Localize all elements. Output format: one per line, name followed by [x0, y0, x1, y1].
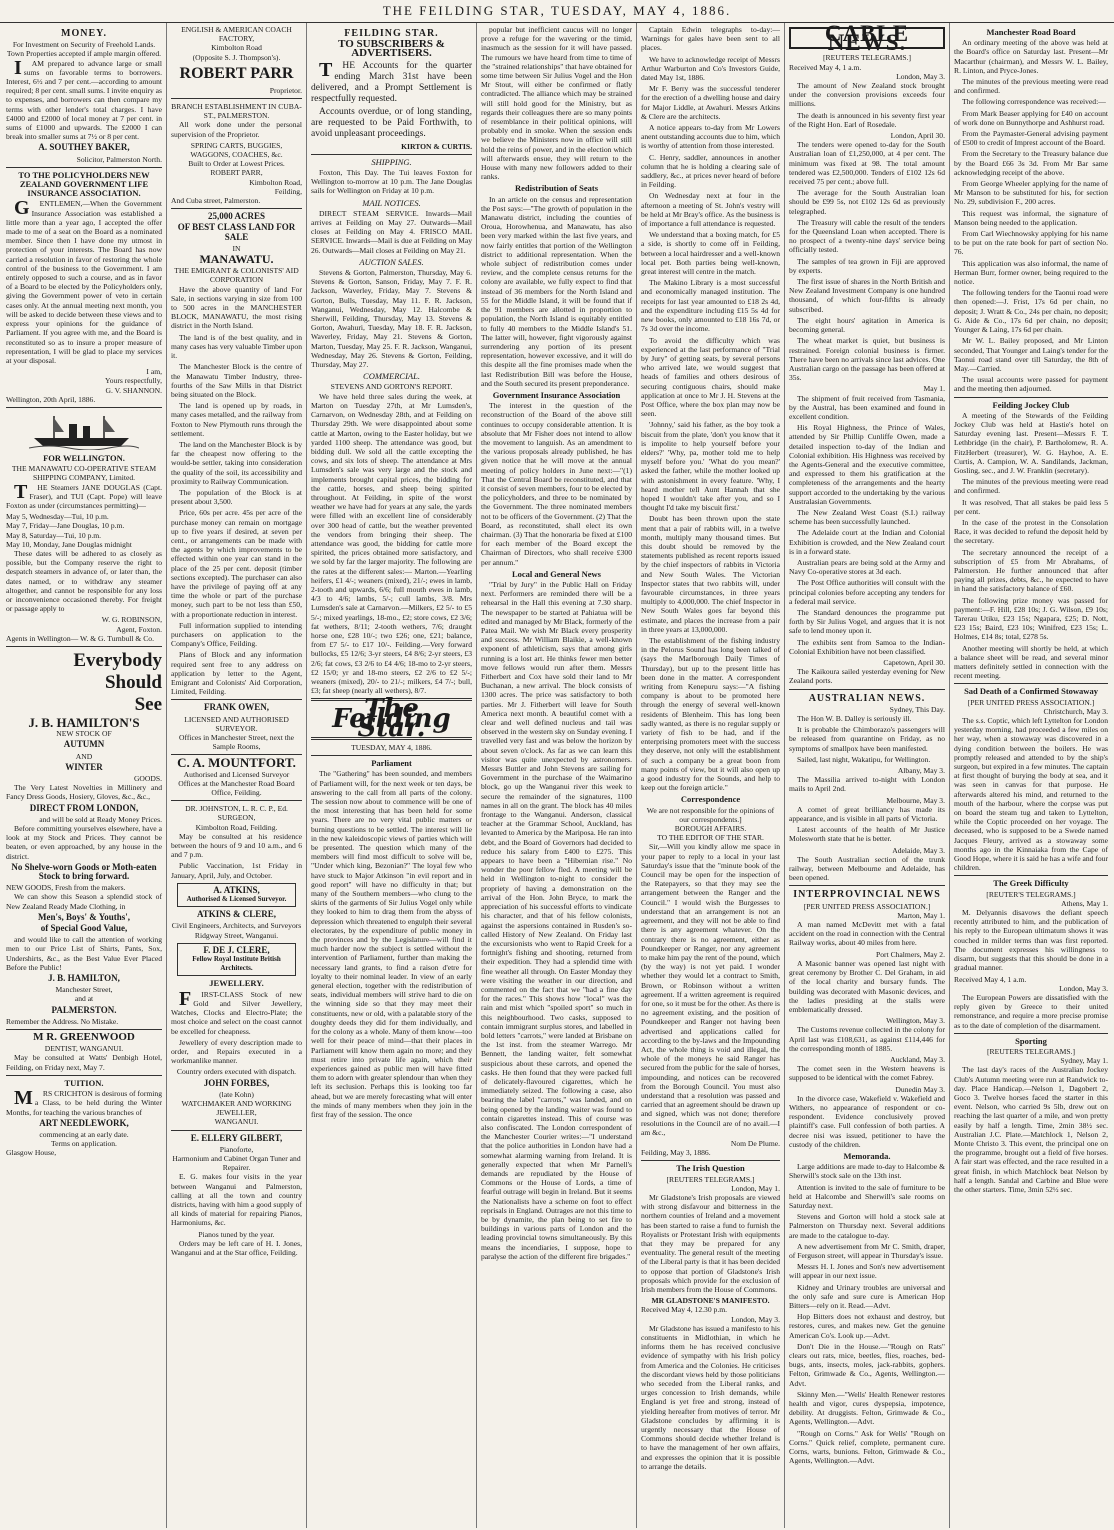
inter-5: In the divorce case, Wakefield v. Wakefield and Withers, no appearance of respondent or co-respondent. Evidence conclusively proved plaintiff's case. Full confession of both parties. A decree nisi was issued, petitioner to have the custody of the children. [789, 1093, 945, 1149]
column-3 [307, 23, 477, 1528]
corr-heading: Correspondence [680, 794, 741, 805]
commencing: commencing at an early date. [39, 1129, 129, 1139]
notice: A notice appears to-day from Mr Lowers anent outstanding accounts due to him, which is worthy of attention from those interested. [641, 123, 780, 151]
letter: Sir,—Will you kindly allow me space in your paper to reply to a local in your last Saturday's issue that the "minute book of the Council may be open for the inspection of the Ratepayers, so that they may see the arrangement between the Ranger and the Council." I would wish the Burgesses to understand that an arrangement is not an agreement, and they will not be able to find there is any agreement whatever. On the contrary there is no agreement, either as Poundkeeper or Ranger, nor any agreement to make him pay the rent of the pound, which (by the way) is not yet paid. I wonder whether they would let a contract to Smith, Brown, or Robinson without a written agreement. If a written agreement is required for one, so it must be for the other. As there is no agreement existing, and the position of Poundkeeper and Ranger not having been advertised and applications called for according to the by-laws and the Impounding Act, the whole thing is void and illegal, the whole of the moneys he said Ranger has secured from the public for the sale of horses, impounding, and notices can be recovered from the Borough Council. You must also understand that a resolution was passed and carried that an agreement should be drawn up and signed, which was not done; therefore resolutions in the Council are of no avail.—I am &c., [641, 842, 780, 1137]
plume-date: Feilding, May 3, 1886. [641, 1148, 711, 1158]
athens: Athens, May 1. [1061, 898, 1108, 908]
cable-15: The Post Office authorities will consult with the principal colonies before accepting any tenders for a federal mail service. [789, 578, 945, 606]
frank-owen: FRANK OWEN, [204, 702, 269, 713]
atkins-box-role: Authorised & Licensed Surveyor. [186, 895, 287, 904]
jewellery: JEWELLERY. [209, 978, 264, 989]
inter-2: A Masonic banner was opened last night with great ceremony by Brother C. Del Graham, in aid of the local charity and bursary funds. The building was decorated with Masonic devices, and the ladies presiding at the stalls were emblematically dressed. [789, 958, 945, 1014]
fjc-6: The following prize money was passed for payment:—F. Hill, £28 10s; J. G. Wilson, £9 10s; Tarerau Utiku, £23 15s; Ngapara, £25; D. Nott, £23 15s; Baird, £23 10s; Winifred, £23 15s; L. Holmes, £14 8s; total, £278 5s. [954, 595, 1108, 642]
sad-heading: Sad Death of a Confirmed Stowaway [964, 686, 1098, 697]
star-heading: FEILDING STAR. [344, 28, 439, 39]
mrb-3: The following correspondence was received:— [962, 97, 1106, 107]
aus-4: The Massilia arrived to-night with London mails to April 2nd. [789, 775, 945, 794]
auckland: Auckland, May 3. [890, 1054, 945, 1064]
sailing-2: May 7, Friday—Jane Douglas, 10 p.m. [6, 521, 125, 531]
land-7: Full information supplied to intending purchasers on application to the Company's Office, Feilding. [171, 620, 302, 649]
mountfort-office: Offices at the Manchester Road Board Office, Feilding. [178, 778, 295, 798]
cuba: And Cuba street, Palmerston. [171, 196, 261, 206]
irish-heading: The Irish Question [676, 1163, 745, 1174]
saddler: C. Henry, saddler, announces in another column that he is holding a clearing sale of saddlery, &c., at prices never heard of before in Feilding. [641, 152, 780, 190]
gilbert: E. ELLERY GILBERT, [190, 1132, 283, 1143]
direct-london: DIRECT FROM LONDON, [29, 802, 139, 813]
cable-3: The tenders were opened to-day for the South Australian loan of £1,250,000, at 4 per cent. The minimum was fixed at 98. The total amount tendered was £2,500,000. Tenders of £102 12s 6d received 75 per cent.; above full. [789, 140, 945, 187]
subscribers: TO SUBSCRIBERS & ADVERTISERS. [338, 38, 445, 60]
wanganui: WANGANUI. [214, 1117, 259, 1127]
greenwood: M R. GREENWOOD [33, 1031, 135, 1044]
cable-8: The eight hours' agitation in America is becoming general. [789, 315, 945, 335]
policy-heading: TO THE POLICYHOLDERS NEW ZEALAND GOVERNMENT LIFE INSURANCE ASSOCIATION. [18, 169, 150, 199]
jbh-sign: J. B. HAMILTON, [48, 973, 120, 984]
mens-boys: Men's, Boys' & Youths', [38, 911, 130, 922]
cable-16: The Standard denounces the programme put forth by Sir Julius Vogel, and argues that it is not safe to lend money upon it. [789, 607, 945, 636]
land-4: The land on the Manchester Block is by far the cheapest now offering to the would-be settler, taking into consideration the quality of the soil, its accessibility and proximity to Railway Communication. [171, 439, 302, 486]
memo-3: Stevens and Gorton will hold a stock sale at Palmerston on Thursday next. Several additions are made to the catalogue to-day. [789, 1212, 945, 1240]
memo-7: Hop Bitters does not exhaust and destroy, but restores, cures, and makes new. Get the genuine American Co's. Look up.—Advt. [789, 1312, 945, 1340]
parliament-body: The "Gathering" has been sounded, and members of Parliament will, for the next week or ten days, be answering to the call from all parts of the colony. The session now about to commence will be one of the most interesting that has been held for some years. There are no very vital public matters or burning questions to be settled. The interest will lie in the new kaleidoscopic views of parties which will be presented. The question which many of the members will find most difficult to solve will be, "Under which king, Bezonian?" The loyal few who have stuck to Major Atkinson "in evil report and in good report" will have no difficulty in that; but many of the Southern members—who clung to the skirts of the garments of Sir Julius Vogel only while they looked to him to drag them from the abyss of depression which threatened to engulph their several electorates, by the expenditure of public money in the provinces and by the Legislature—will find it much harder now the subject is settled without the intervention of Parliament, further than making the necessary land grants, to find a raison d'etre for loyalty to their nominal leader. In view of an early general election, together with the redistribution of seats, individual members will strive hard to die on the winning side so that they may meet their constituents, new or old, with a palatable story of the doughty deeds they did for them individually, and for the colony as a whole. Many of them know—too well for their peace of mind—that their places in Parliament will know them again no more; and they must retire into private life again, which their experiences gained as public men will have fitted them to adorn with greater splendour than when they left its seclusion. Perhaps this is looking too far ahead, but we are merely forecasting what will enter the minds of many members when they join in the first fray of the session. The once [311, 769, 472, 1119]
inter-press: [PER UNITED PRESS ASSOCIATION.] [803, 901, 931, 911]
aus-heading: AUSTRALIAN NEWS. [808, 692, 926, 704]
aus-3: Sailed, last night, Wakatipu, for Wellington. [797, 754, 931, 764]
column-6 [785, 23, 950, 1528]
jew-body: F IRST-CLASS Stock of new Gold and Silver Jewellery, Watches, Clocks and Electro-Plate; the most choice and select on the coast cannot be excelled for cheapness. [171, 987, 302, 1036]
memo-5: Messrs H. I. Jones and Son's new advertisement will appear in our next issue. [789, 1262, 945, 1281]
greek-1: M. Delyannis disavows the defiant speech recently attributed to him, and the publication of his reply to the European ultimatum shows it was couched in milder terms than was first reported. The document expresses his willingness to disarm, but suggests that this should be done in a gradual manner. [954, 908, 1108, 973]
winter: WINTER [65, 761, 103, 772]
southey-sub: Solicitor, Palmerston North. [76, 154, 162, 164]
mrb-8: This request was informal, the signature of Manson being needed to the application. [954, 208, 1108, 227]
kim2: Kimbolton Road, [249, 177, 302, 187]
parliament-cont: popular but inefficient caucus will no longer prove a refuge for the wavering or the timid, inasmuch as the session for it will have passed. The rumours we have heard from time to time of the "strained relationships" that have obtained for some time between Sir Julius Vogel and the Hon Mr Stout, will either be confirmed or flatly contradicted. The alliance which may be strained will still hold good for the Ministry, but as regards their colleagues there are so many points of resemblance in their political opinions, will probably end in smoke. When the session ends we believe the Ministers now in office will still hold the reins of power, and in the election which will afterwards ensue, they will return to the House with many new followers added to their ranks. [481, 25, 632, 182]
pianos-tuned: Pianos tuned by the year. [198, 1229, 275, 1239]
licensed: LICENSED AND AUTHORISED SURVEYOR. [184, 714, 289, 733]
manifesto-received: Received May 4, 12.30 p.m. [641, 1305, 728, 1315]
johnston: DR. JOHNSTON, L. R. C. P., Ed. SURGEON, [185, 804, 288, 823]
dunedin: Dunedin May 3. [895, 1084, 945, 1094]
dentist: DENTIST, WANGANUI. [44, 1044, 124, 1054]
should-title: Should [104, 671, 162, 693]
kimbolton: Kimbolton Road [211, 43, 262, 53]
wellington: Wellington, May 3. [886, 1016, 945, 1026]
policy-body: G ENTLEMEN,—When the Government Insurance Association was established a little more than a year ago, I accepted the offer made to me of a seat on the Board as a nominated member. Since then I have done my utmost in protection of your interests. The Board has now carried a resolution in favor of restoring the whole control of the business to the Government. I am entirely opposed to such a course, and as in favor of a Board to be elected by the Policyholders only, giving the Government power of veto in certain cases only. At the annual meeting next month, you will be asked to decide between these views and to express your opinions for the guidance of Parliament. If you agree with me, and the Board is reconstituted so as to insure a proper measure of representation, I will be glad to place my services at your disposal. [6, 197, 162, 365]
memo-6: Kidney and Urinary troubles are universal and the only safe and sure cure is American Hop Bitters—rely on it. Read.—Advt. [789, 1282, 945, 1310]
masthead: THE FEILDING STAR, TUESDAY, MAY 4, 1886. [0, 0, 1114, 23]
atkins-clere: ATKINS & CLERE, [196, 909, 277, 920]
tuition: TUITION. [64, 1077, 104, 1088]
manawatu-title: MANAWATU. [199, 252, 274, 267]
dates-note: These dates will be adhered to as closely as possible, but the Company reserve the right to despatch steamers in advance of, or later than, the dates named, or to withdraw any steamer altogether, and cannot be responsible for any loss or inconvenience occasioned thereby. For freight or passage apply to [6, 548, 162, 614]
land-2: The Manchester Block is the centre of the Manawatu Timber Industry, three-fourths of the Saw Mills in that District being situated on the Block. [171, 362, 302, 399]
cable-2: The death is announced in his seventy first year of the Right Hon. Earl of Rosedale. [789, 110, 945, 129]
and-at: and at [74, 994, 94, 1004]
albany: Albany, May 3. [897, 766, 945, 776]
ack: We have to acknowledge receipt of Messrs Arthur Warburton and Co's Investors Guide, dated May 1st, 1886. [641, 54, 780, 83]
feilding: Feilding, [274, 186, 302, 196]
cable-reuters: [REUTERS TELEGRAMS.] [822, 53, 912, 63]
palmerston: PALMERSTON. [51, 1004, 117, 1015]
capetown: Capetown, April 30. [883, 658, 945, 667]
glasgow: Glasgow House, [6, 1148, 57, 1158]
agent-3: Agents in Wellington— W. & G. Turnbull & Co. [6, 633, 154, 643]
mrb-6: From the Secretary to the Treasury balance due by the Board £66 3s 3d. From Mr Bar same acknowledging receipt of the above. [954, 149, 1108, 177]
land-8: Plans of Block and any information required sent free to any address on application by letter to the Agent, Emigrant and Colonists' Aid Corporation, Limited, Feilding. [171, 650, 302, 697]
vaccination: Public Vaccination, 1st Friday in January, April, July, and October. [171, 861, 302, 880]
sport-sydney: Sydney, May 1. [1060, 1056, 1108, 1066]
newstock: NEW STOCK OF [56, 729, 112, 739]
manifesto-heading: MR GLADSTONE'S MANIFESTO. [651, 1296, 770, 1306]
atkins-box-name: A. ATKINS, [213, 884, 260, 895]
sport-body: The last day's races of the Australian Jockey Club's Autumn meeting were run at Randwick to-day. Place Handicap.—Nelson 1, Dagobert 2, Goco 3. Twelve horses faced the starter in this event. Nelson, who carried 9s 5lb, drew out on reaching the last quarter of a mile, and won pretty easily by half a length. Time, 2min 38½ sec. Australian J.C. Plate.—Matchlock 1, Nelson 2, Monte Christo 3. This event, the principal one on the programme, brought out a field of five horses. A fair start was effected, and the race resulted in a great finish, in which Matchlock beat Nelson by half a length. Sandal and Carbine and Blue were the other starters. Time, 3min 52½ sec. [954, 1065, 1108, 1194]
cable-10: The shipment of fruit received from Tasmania, by the Austral, has been examined and found in excellent condition. [789, 393, 945, 421]
mail: MAIL NOTICES. [362, 197, 421, 208]
fjc-heading: Feilding Jockey Club [992, 399, 1070, 410]
memo-4: A new advertisement from Mr C. Smith, draper, of Ferguson street, will appear in Thursday's issue. [789, 1241, 945, 1260]
no-shelve: No Shelve-worn Goods or Moth-eaten Stock to bring forward. [11, 861, 157, 882]
money-sub2: Town Properties accepted if ample margin offered. [6, 49, 162, 59]
splendid-stock: We can show this Season a splendid stock of New Zealand Ready Made Clothing, in [6, 892, 162, 911]
jew-3: Country orders executed with dispatch. [176, 1067, 297, 1077]
johnny: 'Johnny,' said his father, as the boy took a biscuit from the plate, 'don't you know that it is impolite to help yourself before your elders?' 'Why, pa, mother told me to help myself before you.' 'What do you mean?' asked the father, while the mother looked up with astonishment in every feature. 'Why, I heard mother tell Aunt Hannah that she hoped I wouldn't take after you, and so I thought I'd take my biscuit first.' [641, 420, 780, 513]
shipping-body: Foxton, This Day. The Tui leaves Foxton for Wellington to-morrow at 10 p.m. The Jane Douglas sails for Wellington on Friday at 10 p.m. [311, 168, 472, 196]
watchmaker: WATCHMAKER AND WORKING JEWELLER, [181, 1098, 292, 1118]
sailing-1: May 5, Wednesday—Tui, 10 p.m. [6, 512, 109, 522]
column-1 [2, 23, 167, 1528]
column-7 [950, 23, 1112, 1528]
inter-heading: INTERPROVINCIAL NEWS [793, 889, 941, 901]
issue-date: TUESDAY, MAY 4, 1886. [351, 743, 432, 752]
mountfort: C. A. MOUNTFORT. [177, 755, 296, 771]
harmonium: Harmonium and Cabinet Organ Tuner and Repairer. [172, 1153, 301, 1173]
cable-may1: May 1. [923, 384, 945, 394]
memo-heading: Memoranda. [843, 1150, 891, 1161]
southey-name: A. SOUTHEY BAKER, [38, 142, 130, 153]
sailing-3: May 8, Saturday—Tui, 10 p.m. [6, 530, 102, 540]
memo-1: Large additions are made to-day to Halcombe & Sherwill's stock sale on the 13th inst. [789, 1162, 945, 1181]
emigrant-body: Have the above quantity of land For Sale, in sections varying in size from 100 to 500 acres in the MANCHESTER BLOCK, MANAWATU, the most rising district in the North Island. [171, 284, 302, 331]
irish-reuters: [REUTERS TELEGRAMS.] [666, 1174, 755, 1184]
and-word: AND [75, 751, 93, 761]
money-sub: For Investment on Security of Freehold Lands. [12, 40, 156, 50]
proprietor: Proprietor. [269, 85, 302, 95]
memo-10: "Rough on Corns." Ask for Wells' "Rough on Corns." Quick relief, complete, permanent cure. Corns, warts, bunions. Felton, Grimwade & Co., Agents, Wellington.—Advt. [789, 1428, 945, 1466]
report-heading: STEVENS AND GORTON'S REPORT. [330, 382, 453, 392]
agent-2: Agent, Foxton. [116, 624, 162, 634]
nom-de-plume: Nom De Plume. [730, 1138, 780, 1148]
greek-reuters: [REUTER'S TELEGRAMS.] [986, 889, 1076, 899]
forbes: JOHN FORBES, [203, 1077, 270, 1088]
edwin: Captain Edwin telegraphs to-day:—Warnings for gales have been sent to all places. [641, 25, 780, 53]
sold-at: and will be sold at Ready Money Prices. [39, 814, 162, 824]
overdue: Accounts overdue, or of long standing, are requested to be Paid Forthwith, to avoid unpleasant proceedings. [311, 106, 472, 139]
orders: Orders may be left care of H. I. Jones, Wanganui and at the Star office, Feilding. [171, 1238, 302, 1257]
inducement: and would like to call the attention of working men to our Price List of Shirts, Pants, Sox, Undershirts, &c., as the Best Value Ever Placed Before the Public! [6, 935, 162, 972]
memo-2: Attention is invited to the sale of furniture to be held at Halcombe and Sherwill's sale rooms on Saturday next. [789, 1182, 945, 1210]
autumn: AUTUMN [63, 739, 105, 750]
column-4 [477, 23, 637, 1528]
novelties: The Very Latest Novelties in Millinery and Fancy Dress Goods, Hosiery, Gloves, &c., &c., [6, 783, 162, 802]
gia-body: The interest in the question of the reconstruction of the Board of the above still continues to occupy considerable attention. It is absolute that Mr Fisher does not intend to allow the movement to languish. As an amendment to the various proposals already published, he has given notice that he will move at the annual meeting of policy holders in June next:—"(1) That the Central Board be reconstituted, and that it consist of seven members, four to be elected by the policyholders, and three to be nominated by the Government. The three nominated members not to be officers of the Government. (2) That the Board, as reconstituted, shall elect its own chairman. (3) That the honoraria be fixed at £100 for each member of the Board except the Chairman of Directors, who shall receive £300 per annum." [481, 401, 632, 567]
report-body: We have held three sales during the week, at Marton on Tuesday 27th, at Mr Lumsden's, Carnarvon, on Wednesday 28th, and at Feilding on Thursday 29th. We were disappointed about some cattle at Marton, owing to the Easter holiday, but we yarded 1100 sheep. The attendance was good, but bidding dull. We sold all the cattle excepting the cows, and six lots of sheep. The attendance at Mrs Lumsden's sale was very large and the stock and implements brought capital prices, the bidding for the cattle, horses, and sheep being spirited throughout. At Feilding, in spite of the worst weather we have had for years at any sale, the yards were filled with an excellent line of considerably over 300 head of cattle, but the weather prevented the vendors from bringing their sheep. The attendance was good, the bidding for cattle more spirited, the prices obtained more satisfactory, and we sold by far the larger majority. The following are the rates at the different sales:— Marton.—Yearling heifers, £1 4/-; weaners (mixed), 21/-; ewes in lamb, 2-tooth and upwards, 6/6; full mouth ewes in lamb, 4/3 to 4/6; lambs, 5/-; cull lambs, 3/8. Mrs Lumsden's sale at Carnarvon.—Milkers, £2 5/- to £5 5/-; mixed yearlings, 18-mo., £2; store cows, £2 3/6; fat wethers, 8/11; 2-tooth wethers, 7/6; draught horse one, £28 10/-; two £26; one, £21; balance, from £7 5/- to £17 10/-. Feilding.—Very forward bullocks, £5 12/6; 3-yr steers, £4 8/6; 2-yr steers, £3 2/6; fat cows, £3 2/6 to £4 4/6; 18-mo to 2-yr steers, £2 15/0; yr and 18-mo steers, £2 2/6 to £2 5/-; weaners (mixed), 20/- to 21/-; milkers, £4 7/-; bull, £3; fat sheep (nearly all wethers), 8/7. [311, 391, 472, 696]
johnston-body: May be consulted at his residence between the hours of 9 and 10 a.m., and 6 and 7 p.m. [171, 831, 302, 860]
clere-box-name: F. DE J. CLERE, [203, 944, 270, 955]
aus-6: Latest accounts of the health of Mr Justice Molesworth state that he is better. [789, 825, 945, 844]
commercial: COMMERCIAL. [363, 371, 420, 382]
springs: SPRING CARTS, BUGGIES, WAGGONS, COACHES, &c. [190, 140, 283, 160]
cable-17: The exhibits sent from Samoa to the Indian-Colonial Exhibition have not been classified. [789, 637, 945, 656]
goods: GOODS. [133, 774, 162, 783]
adelaide: Adelaide, May 3. [892, 845, 945, 855]
aus-1: The Hon W. B. Dalley is seriously ill. [797, 714, 912, 724]
forbes-late: (late Kohn) [219, 1089, 254, 1099]
cable-london2: London, April 30. [890, 131, 945, 141]
special-value: of Special Good Value, [40, 923, 128, 934]
remember: Remember the Address. No Mistake. [6, 1016, 119, 1026]
kim-road: Kimbolton Road, Feilding. [195, 822, 278, 832]
pianoforte: Pianoforte, [219, 1144, 254, 1154]
subs-body: T HE Accounts for the quarter ending March 31st have been delivered, and a Prompt Settlement is respectfully requested. [311, 58, 472, 104]
sport-reuters: [REUTERS TELEGRAMS.] [986, 1046, 1076, 1056]
terms: Terms on application. [51, 1139, 117, 1149]
policy-sign1: I am, [146, 367, 162, 377]
art-needlework: ART NEEDLEWORK, [39, 1117, 129, 1128]
fjc-4: In the case of the protest in the Consolation Race, it was decided to refund the deposit held by the secretary. [954, 517, 1108, 546]
see-title: See [134, 693, 162, 715]
policy-sign2: Yours respectfully, [105, 376, 162, 386]
mrb-1: An ordinary meeting of the above was held at the Board's office on Saturday last. Present—Mr Macarthur (chairman), and Messrs W. L. Bailey, R. Linton, and Pryce-Jones. [954, 38, 1108, 75]
money-body: I AM prepared to advance large or small sums on favorable terms to borrowers. Interest, 6½ and 7 per cent.—according to amount required; 8 per cent. small sums. I invite enquiry as to expenses, and borrowers can then compare my terms with other lender's total charges. I have £4000 and £2000 of local money at 7 per cent. in sums of £1000 and upwards. The £2000 I can break into smaller sums at 7½ or 8 per cent. [6, 56, 162, 142]
kirton: KIRTON & CURTIS. [401, 141, 472, 151]
rabbits: Doubt has been thrown upon the state ment that a pair of rabbits will, in a twelve month, multiply many thousand times. But this doubt should be removed by the statements published as recent reports issued by the chief inspectors of rabbits in Victoria and New South Wales. The Victorian Inspector states that two rabbits will, under favourable circumstances, in three years multiply to 4,000,000. The chief Inspector in New South Wales goes far beyond this estimate, and places the increase from a pair in three years at 13,000,000. [641, 514, 780, 634]
steamship-icon [29, 412, 139, 450]
cable-13: The Adelaide court at the Indian and Colonial Exhibition is crowded, and the New Zealand court is in a forward state. [789, 528, 945, 556]
auction: AUCTION SALES. [359, 256, 424, 267]
mrb-11: The following tenders for the Taonui road were then opened:—J. Frist, 17s 6d per chain, no deposit; J. Wratt & Co., 24s per chain, no deposit; G. Aide & Co., 17s 6d per chain, no deposit; Younger & Laing, 17s 6d per chain. [954, 288, 1108, 335]
manchester-street: Manchester Street, [55, 985, 113, 995]
cable-9: The wheat market is quiet, but business is restrained. Foreign colonial business is firmer. There have been no arrivals since last advices. One Australian cargo on the passage has been offered at 35s. [789, 336, 945, 383]
borough: BOROUGH AFFAIRS. [674, 824, 747, 834]
policy-date: Wellington, 20th April, 1886. [6, 394, 96, 404]
inter-3: The Customs revenue collected in the colony for April last was £108,631, as against £114,446 for the corresponding month of 1885. [789, 1025, 945, 1053]
sad-body: The s.s. Coptic, which left Lyttelton for London yesterday morning, had proceeded a few miles on her way, when a stowaway was discovered in a dying condition between the boilers. He was promptly released and attended to by the ship's surgeon, but expired in a few minutes. The captain at first thought of burying the body at sea, and it was seen in canvas for that purpose. He afterwards altered his mind, and returned to the mouth of the harbour, where the corpse was put on board the steam tug and taken to Lyttelton, while the Coptic proceeded on her voyage. The deceased, who is supposed to be a Swede named Jacques Fleury, arrived as a stowaway some months ago in the Kinnaiaka from the Cape of Good Hope, where it is said he has a wife and four children. [954, 716, 1108, 873]
sailing-4: May 10, Monday, Jane Douglas midnight [6, 539, 132, 549]
trial-seats: To avoid the difficulty which was experienced at the last performance of "Trial by Jury" of getting seats, by several persons who arrived late, we would suggest that heads of families and others desirous of securing contiguous chairs, should make application at once to Mr J. H. Stevens at the Post Office, where the box plan may now be seen. [641, 335, 780, 419]
agent-1: W. G. ROBINSON, [101, 615, 162, 625]
memo-8: Don't Die in the House.—"Rough on Rats" clears out rats, mice, beetles, flies, roaches, bed-bugs, ants, insects, moles, jack-rabbits, gophers. Felton, Grimwade & Co., Agents, Wellington.—Advt. [789, 1341, 945, 1388]
gia-heading: Government Insurance Association [492, 389, 621, 400]
opposite: (Opposite S. J. Thompson's). [192, 52, 281, 62]
sad-press: [PER UNITED PRESS ASSOCIATION.] [967, 697, 1095, 707]
cable-received: Received May 4, 1 a.m. [789, 62, 862, 72]
chalmers: Port Chalmers, May 2. [876, 949, 945, 959]
cable-11: His Royal Highness, the Prince of Wales, attended by Sir Phillip Cunliffe Owen, made a detailed inspection to-day of the Indian and Colonial exhibition. His Highness was received by the Agents-General and the executive committee, and expressed to them his gratification at the completeness of the arrangements and the hearty support accorded to the undertaking by the various Australasian Governments. [789, 423, 945, 506]
cable-12: The New Zealand West Coast (S.I.) railway scheme has been successfully launched. [789, 507, 945, 527]
hamilton-title: J. B. HAMILTON'S [28, 714, 140, 730]
jew-2: Jewellery of every description made to order, and Repairs executed in a workmanlike manner. [171, 1037, 302, 1066]
cable-14: Australian pears are being sold at the Army and Navy Co-operative stores at 3d each. [789, 557, 945, 577]
local-body: "Trial by Jury" in the Public Hall on Friday next. Performers are reminded there will be a rehearsal in the Hall this evening at 7.30 sharp. The newspaper to be started at Pahiatua will be edited and managed by Mr Black, formerly of the Patea Mail. We wish Mr Black every prosperity and success. Mr William Blaikie, a well-known exponent of athleticism, says that among girls running is a lost art. He thinks fewer men better move fellows would run after them. Messrs Fitherbert and Cox have sold their land to Mr Buchanan, a new arrival. The block consists of 1300 acres. The price was satisfactory to both parties. Mr J. Fitherbert will leave for South America next month. A beautiful comet with a clear and well defined nucleus and tail was observed in the western sky on Sunday evening. I travelled very fast and was below the horizon by about seven o'clock. As far as we can learn this visitor was quite unexpected by astronomers. Messrs Buttler and John Stevens are sailing for Government in the purchase of the Waimarino block, go up the Wanganui river this week to secure the remainder of the signatures, 1100 names in all on the grant. The block has 40 miles frontage to the Wanganui. Anderson, classical teacher at the Grammar School, Auckland, has levanted to America by the Mariposa. He ran into debt, and the Board of Governors had decided to reduce his salary from £400 to £275. This appears to have been a "Hibernian rise." No wonder the poor fellow fled. A meeting will be held in Wellington to-night to consider the propriety of having a demonstration on the arrival of the Hon. John Bryce, to mark the appreciation of his successful efforts to vindicate his character, and that of his fellow colonists, against the aspersions contained in Rusden's so-called History of New Zealand. On Friday last the excursionists who went to Rapid Creek for a fortnight's fishing and shooting, returned from their expedition. They had a splendid time with fine weather all through. On Easter Monday they were visiting the weather in our direction, and commented on the fact that we "had a fine day for the races." This shows how "local" was the rain and mist which "spoiled sport" so much in this neighbourhood. Two casks, supposed to contain immigrant surplus stores, and labelled in bold letters "carrots," were landed at Brisbane on the 1st inst. from the steamer Warrego. Mr Bennett, the landing waiter, felt somewhat suspicious about these carrots, and opened the casks. He then found that they were packed full of delicately-flavoured cigarettes, which he immediately seized. The following a case, also bearing the label "carrots," was landed, and on being opened by the landing waiter was found to contain cigarettes instead. This of course was also confiscated. The London correspondent of the Manchester Courier writes:—"I understand that the police authorities in London have had a somewhat alarming warning from Ireland. It is generally expected that when Mr Parnell's demands are repudiated by the House of Commons or the House of Lords, a time of fearful outrage will begin in Ireland. But it seems the Nationalists have a scheme on foot to effect reprisals in England. Outrages are not this time to be by dynamite, the plan being to set fire to buildings in various parts of London and the leading provincial towns simultaneously. By this means the incendiaries, I suppose, hope to paralyse the action of the different fire brigades." [481, 579, 632, 1261]
new-goods: NEW GOODS, Fresh from the makers. [6, 883, 126, 893]
manawatu-company: THE MANAWATU CO-OPERATIVE STEAM SHIPPING COMPANY, Limited. [11, 464, 157, 483]
memo-9: Skinny Men.—"Wells' Health Renewer restores health and vigor, cures dyspepsia, impotence, debility. At druggists. Felton, Grimwade & Co., Agents, Wellington.—Advt. [789, 1389, 945, 1427]
land-3: The land is opened up by roads, in many cases metalled, and the railway from Foxton to New Plymouth runs through the settlement. [171, 401, 302, 438]
redist-body: In an article on the census and representation the Post says:—"The growth of population in the Manawatu district, including the counties of Oroua, Horowhenua, and Manawatu, has also been very marked within the last five years, and now fairly entitles that portion of the Wellington district to additional representation. When the whole subject of redistribution comes under review, and the complete census returns for the colony are available, we fully expect to find that instead of 36 members for the North Island and 55 for the Middle Island, it will be found that if the 91 members are allotted in proportion to population, the North Island is equitably entitled to fully 40 members to the Middle Island's 51. The latter will, however, fight vigorously against surrendering any portion of its present representation, however excessive, and it will do this despite all the fine promises made when the last Redistribution Bill was before the House, and the South secured its present preponderance. [481, 194, 632, 388]
parliament-heading: Parliament [371, 758, 412, 769]
page-columns [2, 23, 1112, 1528]
fjc-1: A meeting of the Stewards of the Feilding Jockey Club was held at Hastie's hotel on Saturday evening last. Present—Messrs F. T. Lethbridge (in the chair), P. Bartholomew, R. A. FitzHerbert (treasurer), W. G. Hayhoe, A. E. Curtis, A. Campion, W. A. Sandilands, Jackman, Gosling, sec., and J. W. Franklin (secretary). [954, 410, 1108, 475]
aus-2: It is probable the Chimborazo's passengers will be released from quarantine on Friday, as no symptoms of smallpox have been manifested. [789, 725, 945, 753]
offices: Offices in Manchester Street, next the Sample Rooms, [179, 733, 294, 752]
to-editor: TO THE EDITOR OF THE STAR. [657, 833, 764, 843]
irish-london: London, May 1. [731, 1183, 780, 1193]
mrb-13: The usual accounts were passed for payment and the meeting then adjourned. [954, 375, 1108, 394]
everybody-title: Everybody [73, 649, 162, 671]
allwork: All work done under the personal supervision of the Proprietor. [171, 120, 302, 139]
cable-london1: London, May 3. [896, 71, 945, 81]
atkins-clere-role: Civil Engineers, Architects, and Surveyors [171, 921, 302, 931]
fjc-3: It was resolved, That all stakes be paid less 5 per cent. [954, 497, 1108, 516]
fjc-5: The secretary announced the receipt of a subscription of £5 from Mr Abrahams, of Palmerston. He further announced that after paying all prizes, debts, &c., he expected to have in hand the satisfactory balance of £60. [954, 547, 1108, 594]
mrb-12: Mr W. L. Bailey proposed, and Mr Linton seconded, That Younger and Laing's tender for the Taonui road stand over till Saturday, the 8th of May.—Carried. [954, 336, 1108, 373]
best-class: OF BEST CLASS LAND FOR SALE [177, 222, 296, 242]
consult: May be consulted at Watts' Denbigh Hotel, Feilding, on Friday next, May 7. [6, 1053, 162, 1072]
cable-6: The samples of tea grown in Fiji are approved by experts. [789, 256, 945, 275]
atkins-box [177, 883, 296, 907]
mrb-9: From Carl Wiechnowsky applying for his name to be put on the rate book for part of section No. 76. [954, 229, 1108, 257]
redist-heading: Redistribution of Seats [514, 183, 599, 194]
cable-1: The amount of New Zealand stock brought under the conversion provisions exceeds four millions. [789, 81, 945, 109]
acres: 25,000 ACRES [207, 211, 265, 222]
greek-heading: The Greek Difficulty [993, 878, 1069, 889]
christchurch: Christchurch, May 3. [1043, 706, 1108, 716]
in-word: IN [232, 243, 241, 253]
land-1: The land is of the best quality, and in many cases has very valuable Timber upon it. [171, 332, 302, 361]
cable-4: The average for the South Australian loan should be £99 5s, not £102 12s 6d as previously telegraphed. [789, 188, 945, 216]
mrb-10: This application was also informal, the name of Herman Burr, former owner, being required to the notice. [954, 258, 1108, 287]
shipping: SHIPPING. [371, 156, 412, 167]
land-5: The population of the Block is at present about 3,500. [171, 487, 302, 507]
cable-5: The Treasury will cable the result of the tenders for the Queensland Loan when accepted. There is no prospect of a twenty-nine days' service being officially tested. [789, 217, 945, 255]
emigrant: THE EMIGRANT & COLONISTS' AID CORPORATION [174, 266, 299, 285]
auction-body: Stevens & Gorton, Palmerston, Thursday, May 6. Stevens & Gorton, Sanson, Friday, May 7. F. R. Jackson, Waverley, Friday, May 7. Stevens & Gorton, Bulls, Tuesday, May 11. F. R. Jackson, Wanganui, Wednesday, May 12. Halcombe & Sherwill, Feilding, Thursday, May 13. Stevens & Gorton, Awahuri, Tuesday, May 18. F. R. Jackson, Waverley, Friday, May 21. Stevens & Gorton, Marton, Tuesday, May 25. F. R. Jackson, Wanganui, Wednesday, May 26. Stevens & Gorton, Feilding, Thursday, May 27. [311, 268, 472, 370]
coach-factory: ENGLISH & AMERICAN COACH FACTORY, [181, 25, 292, 44]
built: Built to Order at Lowest Prices. [188, 159, 285, 169]
aus-5: A comet of great brilliancy has made its appearance, and is visible in all parts of Victoria. [789, 804, 945, 824]
melbourne: Melbourne, May 3. [886, 795, 945, 805]
parr-title: ROBERT PARR [179, 64, 294, 82]
corr-note: We are not responsible for the opinions of our correspondents.] [646, 805, 775, 824]
manifesto-body: Mr Gladstone has issued a manifesto to his constituents in Midlothian, in which he informs them he has received conclusive evidence of sympathy with his Irish policy from America and the Colonies. He criticises the discordant views held by those politicians who seceded from the Liberal ranks, and urges concession to Irish demands, while England is yet free and strong, instead of yielding hereafter from motives of terror. Mr Gladstone concludes by affirming it is urgently necessary that the House of Commons should decide whether Ireland is to have the management of her own affairs, and expresses the opinion that it is possible to arrange the details. [641, 1323, 780, 1471]
mrb-4: From Mark Beaser applying for £40 on account of work done on Bunnythorpe and Ashhurst road. [954, 108, 1108, 127]
authorised: Authorised and Licensed Surveyor [183, 769, 290, 779]
ridgway: Ridgway Street, Wanganui. [194, 930, 279, 940]
star-title: The Feilding Star. [332, 694, 451, 743]
sydney: Sydney, This Day. [889, 704, 945, 714]
makino: The Makino Library is a most successful and economically managed institution. The receipts for last year amounted to £18 2s 4d, and the expenditure including £15 5s 4d for new books, only amounted to £18 16s 7d, or 7s 3d over the income. [641, 278, 780, 334]
inter-4: The comet seen in the Western heavens is supposed to be identical with the comet Fabrey. [789, 1064, 945, 1083]
marton: Marton, May 1. [897, 910, 945, 920]
branch: BRANCH ESTABLISHMENT IN CUBA-ST., PALMERSTON. [171, 102, 302, 121]
mrb-5: From the Paymaster-General advising payment of £500 to credit of Imprest account of the Board. [954, 129, 1108, 148]
cable-7: The first issue of shares in the North British and New Zealand Investment Company is one hundred thousand, of which four-fifths is already subscribed. [789, 277, 945, 314]
land-6: Price, 60s per acre. 45s per acre of the purchase money can remain on mortgage up to five years if desired, at seven per cent., or arrangements can be made with the agents by which improvements to be effected within one year can stand in the place of the 25 per cent. deposit (timber sections excepted). The purchaser can also have the privilege of paying off at any time the whole or part of the purchase money, such part to be not less than £50, with a proportionate reduction in interest. [171, 508, 302, 619]
boxing: We understand that a boxing match, for £5 a side, is shortly to come off in Feilding, between a local hairdresser and a well-known local pet. Both parties being well-known, great interest will centre in the match. [641, 230, 780, 277]
manifesto-london: London, May 3. [731, 1314, 780, 1324]
berry: Mr F. Berry was the successful tenderer for the erection of a dwelling house and dairy for Major Liddle, at Awahuri. Messrs Atkins & Clere are the architects. [641, 84, 780, 121]
fjc-2: The minutes of the previous meeting were read and confirmed. [954, 477, 1108, 496]
fishing: The establishment of the fishing industry in the Pelorus Sound has long been talked of (says the Marlborough Daily Times of Thursday), but up to the present little has been done in the matter. A correspondent writing from Kenepuru says:—"A fishing company is about to be promoted here through the energy of several well-known residents of Blenheim. This has long been sadly wanted, as there is no regular supply or variety of fish to be had, and if the enterprising promoters meet with the success they deserve, not only will the establishment of such a company be a great boon from many points of view, but it will also open up a good industry for the Sounds, and help to keep out the foreign article." [641, 636, 780, 793]
money-heading: MONEY. [61, 28, 107, 39]
before-text: Before committing yourselves elsewhere, have a look at my Stock and Prices. They cannot be beaten, or even approached, by any house in the district. [6, 824, 162, 861]
greek-london: London, May 3. [1059, 983, 1108, 993]
cable-18: The Kaikoura sailed yesterday evening for New Zealand ports. [789, 667, 945, 686]
inter-1: A man named McDevitt met with a fatal accident on the road in connection with the Central Railway works, about 40 miles from here. [789, 920, 945, 948]
local-heading: Local and General News [511, 568, 601, 579]
column-2 [167, 23, 307, 1528]
greek-received: Received May 4, 1 a.m. [954, 974, 1027, 984]
clere-box-role: Fellow Royal Institute British Architects. [192, 955, 281, 973]
vestry: On Wednesday next at four in the afternoon a meeting of St. John's vestry will be held at Mr Bray's office. As the business is of importance a full attendance is requested. [641, 191, 780, 229]
gilbert-body: E. G. makes four visits in the year between Wanganui and Palmerston, calling at all the town and country districts, having with him a good supply of all kinds of material for repairing Pianos, Harmoniums, &c. [171, 1172, 302, 1228]
welly-heading: FOR WELLINGTON. [43, 452, 125, 463]
parr2: ROBERT PARR, [210, 168, 263, 178]
clere-box [177, 943, 296, 977]
mrb-7: From George Wheeler applying for the name of Mr Manson to be substituted for his, for section No. 29, subdivision F., 200 acres. [954, 179, 1108, 207]
crichton: M RS CRICHTON is desirous of forming a Class, to be held during the Winter Months, for teaching the various branches of [6, 1087, 162, 1117]
mail-body: DIRECT STEAM SERVICE. Inwards—Mail arrives at Feilding on May 27. Outwards—Mail closes at Feilding on May 4. FRISCO MAIL SERVICE. Inwards—Mail is due at Feilding on May 26. Outwards—Mail closes at Feilding on May 21. [311, 208, 472, 255]
mrb-heading: Manchester Road Board [986, 27, 1076, 37]
fjc-7: Another meeting will shortly be held, at which a balance sheet will be read, and several minor matters definitely settled in connection with the recent meeting. [954, 643, 1108, 681]
cable-title: CABLE NEWS. [789, 27, 945, 49]
mrb-2: The minutes of the previous meeting were read and confirmed. [954, 77, 1108, 96]
steamers-text: T HE Steamers JANE DOUGLAS (Capt. Fraser), and TUI (Capt. Pope) will leave Foxton as under (circumstances permitting)— [6, 480, 162, 510]
policy-sign3: G. V. SHANNON. [105, 385, 162, 395]
column-5 [637, 23, 785, 1528]
irish-body: Mr Gladstone's Irish proposals are viewed with strong disfavour and bitterness in the northern counties of Ireland and a movement has been started to raise a fund to furnish the Royalists or Protestant Irish with equipments that they may be prepared for any eventuality. The general result of the meeting of the Liberal party is that it has been decided to oppose that portion of Gladstone's Irish proposals which provide for the exclusion of Irish members from the House of Commons. [641, 1192, 780, 1295]
greek-2: The European Powers are dissatisfied with the reply given by Greece to their united remonstrance, and require a more precise promise as to the date of completion of the disarmament. [954, 992, 1108, 1030]
sport-heading: Sporting [1015, 1035, 1047, 1046]
aus-7: The South Australian section of the trunk railway, between Melbourne and Adelaide, has been opened. [789, 854, 945, 883]
